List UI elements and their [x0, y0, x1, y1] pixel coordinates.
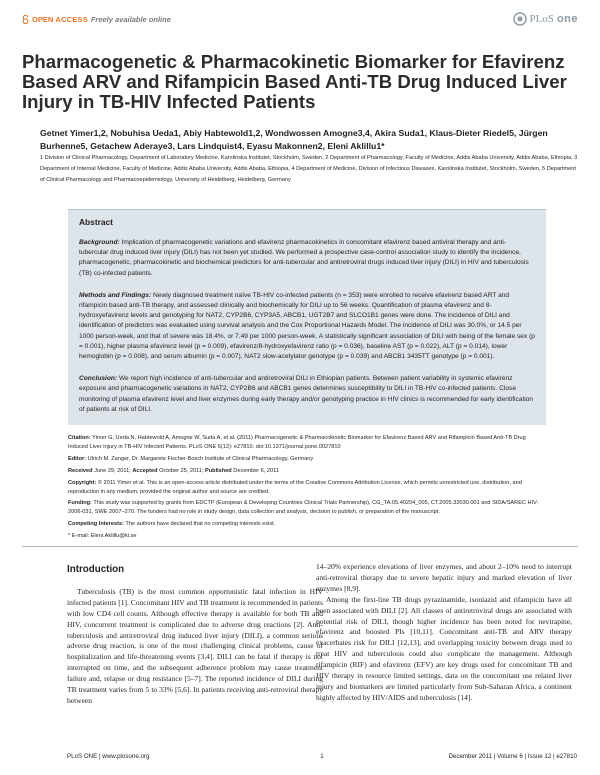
logo-one-text: one	[556, 13, 578, 25]
abstract-box	[68, 209, 546, 425]
freely-available-label: Freely available online	[90, 14, 171, 24]
copyright-label: Copyright:	[68, 479, 97, 486]
abstract-background	[79, 238, 535, 279]
received-date: June 29, 2011;	[94, 467, 131, 474]
access-label: ACCESS	[55, 14, 88, 24]
page-number: 1	[320, 753, 324, 760]
funding-text: This study was supported by grants from EDCTP (European & Developing Countries Clinical Trials Partnership), CG_TA.05.40204_005, CT.2005.32030.001 and SIDA/SAREC HIV-2006-031, SWE 2007–270. The funders had no role in study design, data collection and analysis, decision to publish, or preparation of the manuscript.	[68, 500, 539, 516]
citation-label: Citation:	[68, 435, 91, 441]
affiliations: 1 Division of Clinical Pharmacology, Department of Laboratory Medicine, Karolinska Institutet, Stockholm, Sweden, 2 Department of Pharmacology, Faculty of Medicine, Addis Ababa University, Addis Ababa, Ethiopia, 3 Department of Internal Medicine, Faculty of Medicine, Addis Ababa University, Addis Ababa, Ethiopia, 4 Department of Medicine, Division of Infectious Diseases, Karolinska Institutet, Stockholm, Sweden, 5 Department of Clinical Pharmacology and Pharmacoepidemiology, University of Heidelberg, Heidelberg, Germany	[40, 155, 578, 183]
plos-logo-icon	[513, 12, 527, 26]
introduction-heading: Introduction	[67, 564, 125, 575]
intro-paragraph-2: Among the first-line TB drugs pyrazinamide, isoniazid and rifampicin have all been associated with DILI [2]. All classes of antiretroviral drugs are associated with potential risk of DILI, though higher incidence has been noted for nevirapine, efavirenz and boosted PIs [10,11]. Concomitant anti-TB and ARV therapy exacerbates risk for DILI [12,13], and overlapping toxicity between drugs used to treat HIV and tuberculosis could also complicate the management. Although rifampicin (RIF) and efavirenz (EFV) are key drugs used for concomitant TB and HIV therapy in resource limited settings, data on the concomitant use related liver injury and biomarkers are limited particularly from Sub-Saharan Africa, a continent highly affected by HIV/AIDS and tuberculosis [14].	[316, 594, 572, 702]
methods-text: Newly diagnosed treatment naïve TB-HIV co-infected patients (n = 353) were enrolled to receive efavirenz based ART and rifampicin based anti-TB therapy, and assessed clinically and biochemically for DILI up to 56 weeks. Quantification of plasma efavirenz and 8-hydroxyefavirenz levels and genotyping for NAT2, CYP2B6, CYP3A5, ABCB1, UGT2B7 and SLCO1B1 genes were done. The incidence of DILI and identification of predictors was evaluated using survival analysis and the Cox Proportional Hazards Model. The incidence of DILI was 30.0%, or 14.5 per 1000 person-week, and that of severe was 18.4%, or 7.49 per 1000 person-week. A statistically significant association of DILI with being of the female sex (p = 0.001), higher plasma efavirenz level (p = 0.009), efavirenz/8-hydroxyefavirenz ratio (p = 0.036), baseline AST (p = 0.022), ALT (p = 0.014), lower hemoglobin (p = 0.008), and serum albumin (p = 0.007), NAT2 slow-acetylator genotype (p = 0.039) and ABCB1 3435TT genotype (p = 0.001).	[79, 291, 535, 361]
competing-label: Competing Interests:	[68, 521, 124, 528]
intro-paragraph-1: Tuberculosis (TB) is the most common opportunistic fatal infection in HIV infected patients [1]. Concomitant HIV and TB treatment is recommended in patients with low CD4 cell counts. Although effective therapy is available for both TB and HIV, concurrent treatment is complicated due to adverse drug reactions [2]. Anti-tuberculosis and antiretroviral drug induced liver injury (DILI), a common serious adverse drug reaction, is one of the most challenging clinical problems, cause of hospitalization and life-threatening events [3,4]. DILI can be fatal if therapy is not interrupted on time, and the subsequent adherence problem may cause treatment failure and, relapse or drug resistance [5–7]. The reported incidence of DILI during TB treatment varies from 5 to 33% [5,6]. In patients receiving anti-retroviral therapy between	[67, 586, 323, 705]
open-access-badge[interactable]	[22, 15, 171, 24]
corresponding-email[interactable]: * E-mail: Eleni.Aklillu@ki.se	[68, 533, 137, 540]
intro-paragraph-1-cont: 14–20% experience elevations of liver enzymes, and about 2–10% need to interrupt anti-retroviral therapy due to severe hepatic injury and marked elevation of liver enzymes [8,9].	[316, 562, 572, 593]
background-label: Background:	[79, 239, 120, 246]
dates	[68, 467, 546, 476]
conclusion-text: We report high incidence of anti-tubercular and antiretroviral DILI in Ethiopian patients. Between patient variability in systemic efavirenz exposure and pharmacogenetic variations in NAT2, CYP2B6 and ABCB1 genes determines susceptibility to DILI in TB-HIV co-infected patients. Close monitoring of plasma efavirenz level and liver enzymes during early therapy and/or genotyping practice in HIV clinics is recommended for early identification of patients at risk of DILI.	[79, 375, 534, 413]
competing-text: The authors have declared that no competing interests exist.	[125, 521, 276, 528]
conclusion-label: Conclusion:	[79, 375, 118, 383]
article-title: Pharmacogenetic & Pharmacokinetic Biomarker for Efavirenz Based ARV and Rifampicin Based Anti-TB Drug Induced Liver Injury in TB-HIV Infected Patients	[22, 51, 567, 113]
editor-label: Editor:	[68, 455, 87, 462]
abstract-conclusion	[79, 374, 535, 415]
journal-header	[22, 8, 578, 30]
accepted-date: October 25, 2011;	[159, 467, 204, 474]
open-lock-icon	[22, 15, 29, 24]
footer-issue: December 2011 | Volume 6 | Issue 12 | e27810	[448, 753, 577, 760]
methods-label: Methods and Findings:	[79, 291, 152, 299]
background-text: Implication of pharmacogenetic variations and efavirenz pharmacokinetics in concomitant efavirenz based antiviral therapy and anti-tubercular drug induced liver injury (DILI) has not been yet studied. We performed a prospective case-control association study to identify the incidence, pharmacogenetic, pharmacokinetic and biochemical predictors for anti-tubercular and antiretroviral drugs induced liver injury (DILI) in HIV and tuberculosis (TB) co-infected patients.	[79, 239, 529, 277]
logo-plos-text: PLoS	[529, 13, 554, 25]
author-list: Getnet Yimer1,2, Nobuhisa Ueda1, Abiy Habtewold1,2, Wondwossen Amogne3,4, Akira Suda1, Klaus-Dieter Riedel5, Jürgen Burhenne5, Getachew Aderaye3, Lars Lindquist4, Eyasu Makonnen2, Eleni Aklillu1*	[40, 128, 548, 151]
received-label: Received	[68, 467, 93, 474]
abstract-heading: Abstract	[79, 217, 113, 227]
published-label: Published	[205, 467, 232, 474]
editor	[68, 455, 546, 464]
funding	[68, 499, 546, 517]
competing-interests	[68, 520, 546, 529]
funding-label: Funding:	[68, 500, 92, 507]
accepted-label: Accepted	[132, 467, 158, 474]
body-column-right	[316, 562, 572, 704]
editor-text: Ulrich M. Zanger, Dr. Margarete Fischer-Bosch Institute of Clinical Pharmacology, Germany	[87, 455, 314, 462]
copyright-text: © 2011 Yimer et al. This is an open-access article distributed under the terms of the Creative Commons Attribution License, which permits unrestricted use, distribution, and reproduction in any medium, provided the original author and source are credited.	[68, 479, 522, 495]
citation	[68, 434, 546, 452]
page-footer	[67, 753, 577, 760]
citation-text: Yimer G, Ueda N, Habtewold A, Amogne W, Suda A, et al. (2011) Pharmacogenetic & Pharmacokinetic Biomarker for Efavirenz Based ARV and Rifampicin Based Anti-TB Drug Induced Liver Injury in TB-HIV Infected Patients. PLoS ONE 6(12): e27810. doi:10.1371/journal.pone.0027810	[68, 435, 526, 450]
abstract-methods	[79, 291, 535, 362]
body-column-left	[67, 552, 323, 707]
plos-one-logo[interactable]	[513, 12, 578, 26]
footer-journal[interactable]: PLoS ONE | www.plosone.org	[67, 753, 150, 760]
section-divider	[22, 546, 578, 547]
published-date: December 6, 2011	[233, 467, 279, 474]
open-label: OPEN	[32, 14, 54, 24]
copyright	[68, 479, 546, 497]
article-metadata	[68, 434, 546, 544]
